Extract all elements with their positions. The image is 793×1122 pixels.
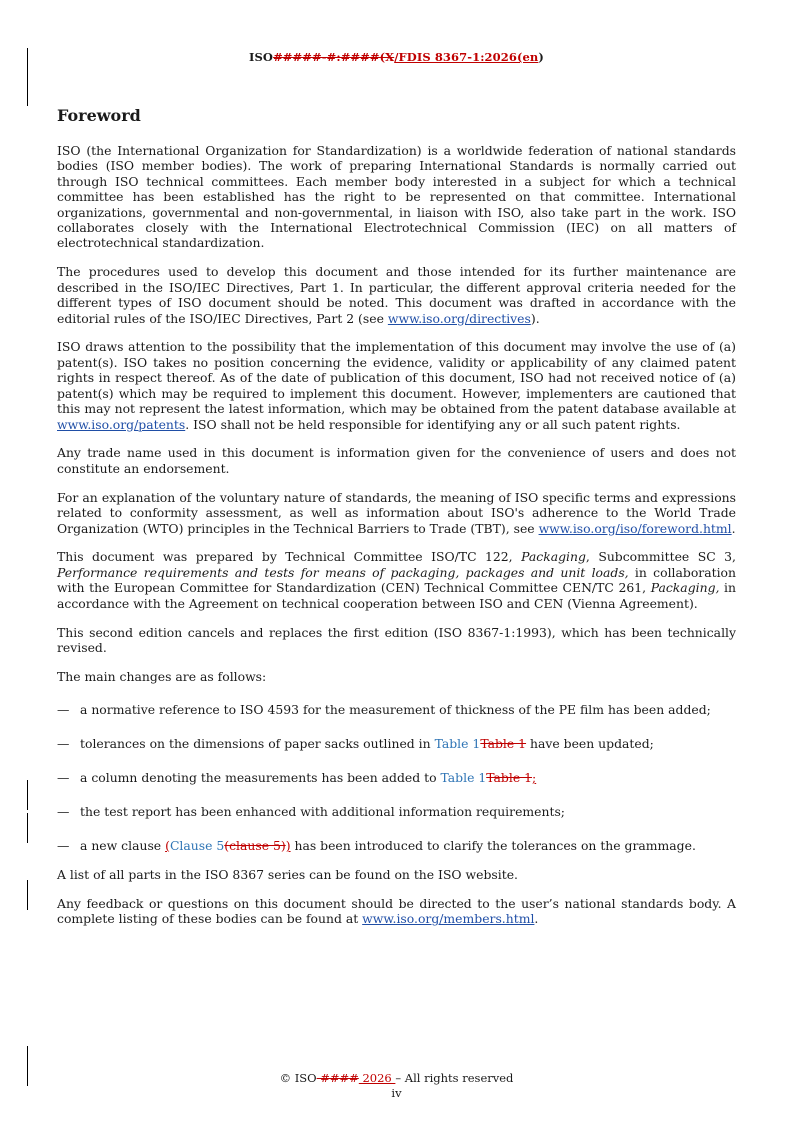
document-header: ISO#####-#:####(X/FDIS 8367-1:2026(en) (249, 50, 544, 64)
page-number: iv (391, 1086, 402, 1100)
paragraph-procedures: The procedures used to develop this document and those intended for its further maintenance are described in the ISO/IEC Directives, Part 1. In particular, the different approval criteria needed for the different types of ISO document should be noted. This document was drafted in accordance with the editorial rules of the ISO/IEC Directives, Part 2 (see www.iso.org/directives). (57, 264, 736, 326)
link-patents[interactable]: www.iso.org/patents (57, 416, 186, 432)
paragraph-prepared-by: This document was prepared by Technical Committee ISO/TC 122, Packaging, Subcommittee SC 3, Performance requirements and tests for means of packaging, packages and unit loads, in collaboration with the European Committee for Standardization (CEN) Technical Committee CEN/TC 261, Packaging, in accordance with the Agreement on technical cooperation between ISO and CEN (Vienna Agreement). (57, 549, 737, 611)
paragraph-feedback: Any feedback or questions on this document should be directed to the user’s national standards body. A complete listing of these bodies can be found at www.iso.org/members.html. (57, 895, 736, 927)
paragraph-patents: ISO draws attention to the possibility that the implementation of this document may involve the use of (a) patent(s). ISO takes no position concerning the evidence, validity or applicability of any claimed patent rights in respect thereof. As of the date of publication of this document, ISO had not received notice of (a) patent(s) which may be required to implement this document. However, implementers are cautioned that this may not represent the latest information, which may be obtained from the patent database available at www.iso.org/patents. ISO shall not be held responsible for identifying any or all such patent rights. (57, 339, 736, 432)
table-1-reference[interactable]: Table 1 (434, 736, 481, 752)
copyright-line: © ISO #### 2026 – All rights reserved (279, 1071, 514, 1085)
paragraph-edition: This second edition cancels and replaces the first edition (ISO 8367-1:1993), which has been technically revised. (57, 624, 736, 655)
change-bar-item-3 (27, 813, 28, 843)
change-item: — a normative reference to ISO 4593 for the measurement of thickness of the PE film has been added; (57, 702, 711, 718)
change-item: — a new clause (Clause 5(clause 5)) has been introduced to clarify the tolerances on the grammage. (57, 837, 696, 853)
paragraph-series-list: A list of all parts in the ISO 8367 series can be found on the ISO website. (57, 866, 518, 882)
header-inserted-number: /FDIS 8367-1:2026(en (394, 50, 539, 64)
paragraph-trade-name: Any trade name used in this document is information given for the convenience of users and does not constitute an endorsement. (57, 445, 736, 476)
paragraph-iso-intro: ISO (the International Organization for Standardization) is a worldwide federation of national standards bodies (ISO member bodies). The work of preparing International Standards is normally carried out through ISO technical committees. Each member body interested in a subject for which a technical committee has been established has the right to be represented on that committee. International organizations, governmental and non-governmental, in liaison with ISO, also take part in the work. ISO collaborates closely with the International Electrotechnical Commission (IEC) on all matters of electrotechnical standardization. (57, 143, 736, 251)
foreword-section (57, 106, 736, 940)
link-foreword[interactable]: www.iso.org/iso/foreword.html (538, 520, 732, 536)
table-1-reference[interactable]: Table 1 (440, 770, 487, 786)
change-item: — a column denoting the measurements has been added to Table 1Table 1; (57, 770, 537, 786)
change-item: — tolerances on the dimensions of paper sacks outlined in Table 1Table 1 have been updated; (57, 736, 654, 752)
link-directives[interactable]: www.iso.org/directives (387, 310, 531, 326)
paragraph-main-changes: The main changes are as follows: (57, 668, 267, 684)
change-bar-item-2 (27, 780, 28, 810)
header-deleted-number: #####-#:####(X (273, 50, 395, 64)
page-footer (0, 1071, 793, 1101)
paragraph-voluntary-nature: For an explanation of the voluntary nature of standards, the meaning of ISO specific terms and expressions related to conformity assessment, as well as information about ISO's adherence to the World Trade Organization (WTO) principles in the Technical Barriers to Trade (TBT), see www.iso.org/iso/foreword.html. (57, 489, 736, 536)
clause-5-reference[interactable]: Clause 5 (169, 837, 225, 853)
change-bar-item-5 (27, 880, 28, 910)
link-members[interactable]: www.iso.org/members.html (362, 911, 535, 927)
foreword-title: Foreword (57, 106, 141, 125)
change-item: — the test report has been enhanced with additional information requirements; (57, 804, 565, 819)
